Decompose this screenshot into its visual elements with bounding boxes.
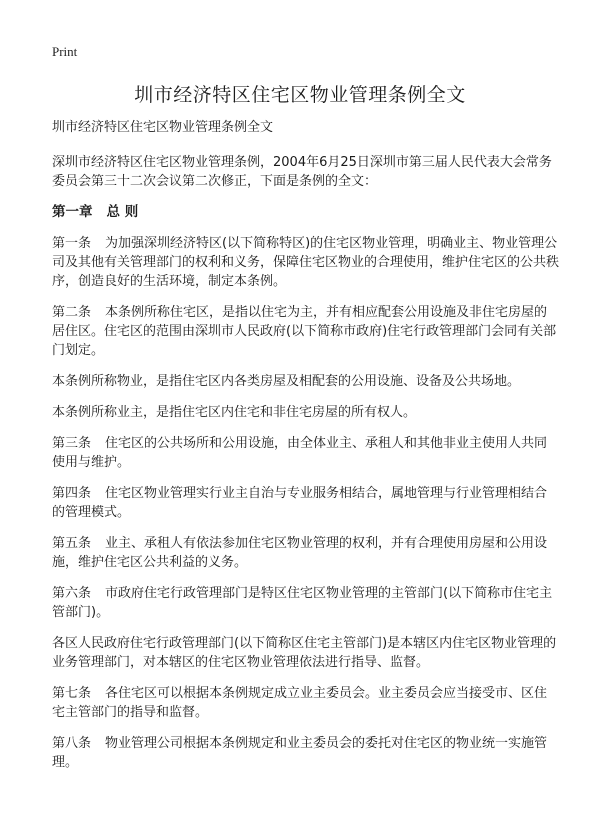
article-number: 第六条 [52, 586, 92, 601]
article-paragraph [52, 584, 560, 622]
article-text: 本条例所称业主，是指住宅区内住宅和非住宅房屋的所有权人。 [52, 405, 417, 420]
article-paragraph [52, 734, 560, 772]
article-number: 第三条 [52, 436, 92, 451]
document-subtitle: 圳市经济特区住宅区物业管理条例全文 [52, 120, 274, 135]
article-text: 住宅区的公共场所和公用设施，由全体业主、承租人和其他非业主使用人共同使用与维护。 [52, 436, 548, 470]
chapter-name: 总 则 [106, 204, 139, 220]
document-body [52, 118, 560, 784]
document-title: 圳市经济特区住宅区物业管理条例全文 [134, 84, 466, 106]
article-paragraph [52, 234, 560, 291]
article-paragraph [52, 372, 560, 391]
article-number: 第五条 [52, 536, 92, 551]
article-number: 第二条 [52, 305, 92, 320]
article-text: 住宅区物业管理实行业主自治与专业服务相结合，属地管理与行业管理相结合的管理模式。 [52, 486, 548, 520]
article-text: 本条例所称住宅区，是指以住宅为主，并有相应配套公用设施及非住宅房屋的居住区。住宅区的范围由深圳市人民政府(以下简称市政府)住宅行政管理部门会同有关部门划定。 [52, 305, 557, 358]
article-text: 物业管理公司根据本条例规定和业主委员会的委托对住宅区的物业统一实施管理。 [52, 736, 548, 770]
intro-paragraph: 深圳市经济特区住宅区物业管理条例，2004年6月25日深圳市第三届人民代表大会常务委员会第三十二次会议第二次修正，下面是条例的全文： [52, 155, 552, 189]
article-text: 各区人民政府住宅行政管理部门(以下简称区住宅主管部门)是本辖区内住宅区物业管理的业务管理部门，对本辖区的住宅区物业管理依法进行指导、监督。 [52, 636, 557, 670]
article-text: 为加强深圳经济特区(以下简称特区)的住宅区物业管理，明确业主、物业管理公司及其他有关管理部门的权利和义务，保障住宅区物业的合理使用，维护住宅区的公共秩序，创造良好的生活环境，制定本条例。 [52, 236, 560, 289]
article-number: 第一条 [52, 236, 92, 251]
chapter-number: 第一章 [52, 204, 93, 220]
article-number: 第四条 [52, 486, 92, 501]
article-number: 第七条 [52, 686, 92, 701]
article-paragraph [52, 403, 560, 422]
article-text: 业主、承租人有依法参加住宅区物业管理的权利，并有合理使用房屋和公用设施，维护住宅区公共利益的义务。 [52, 536, 548, 570]
chapter-heading [52, 203, 560, 222]
article-text: 市政府住宅行政管理部门是特区住宅区物业管理的主管部门(以下简称市住宅主管部门)。 [52, 586, 553, 620]
article-paragraph [52, 634, 560, 672]
article-paragraph [52, 303, 560, 360]
article-text: 本条例所称物业，是指住宅区内各类房屋及相配套的公用设施、设备及公共场地。 [52, 374, 521, 389]
article-paragraph [52, 534, 560, 572]
article-paragraph [52, 684, 560, 722]
article-paragraph [52, 484, 560, 522]
article-paragraph [52, 434, 560, 472]
article-number: 第八条 [52, 736, 92, 751]
print-link[interactable]: Print [52, 44, 78, 59]
article-text: 各住宅区可以根据本条例规定成立业主委员会。业主委员会应当接受市、区住宅主管部门的指导和监督。 [52, 686, 548, 720]
